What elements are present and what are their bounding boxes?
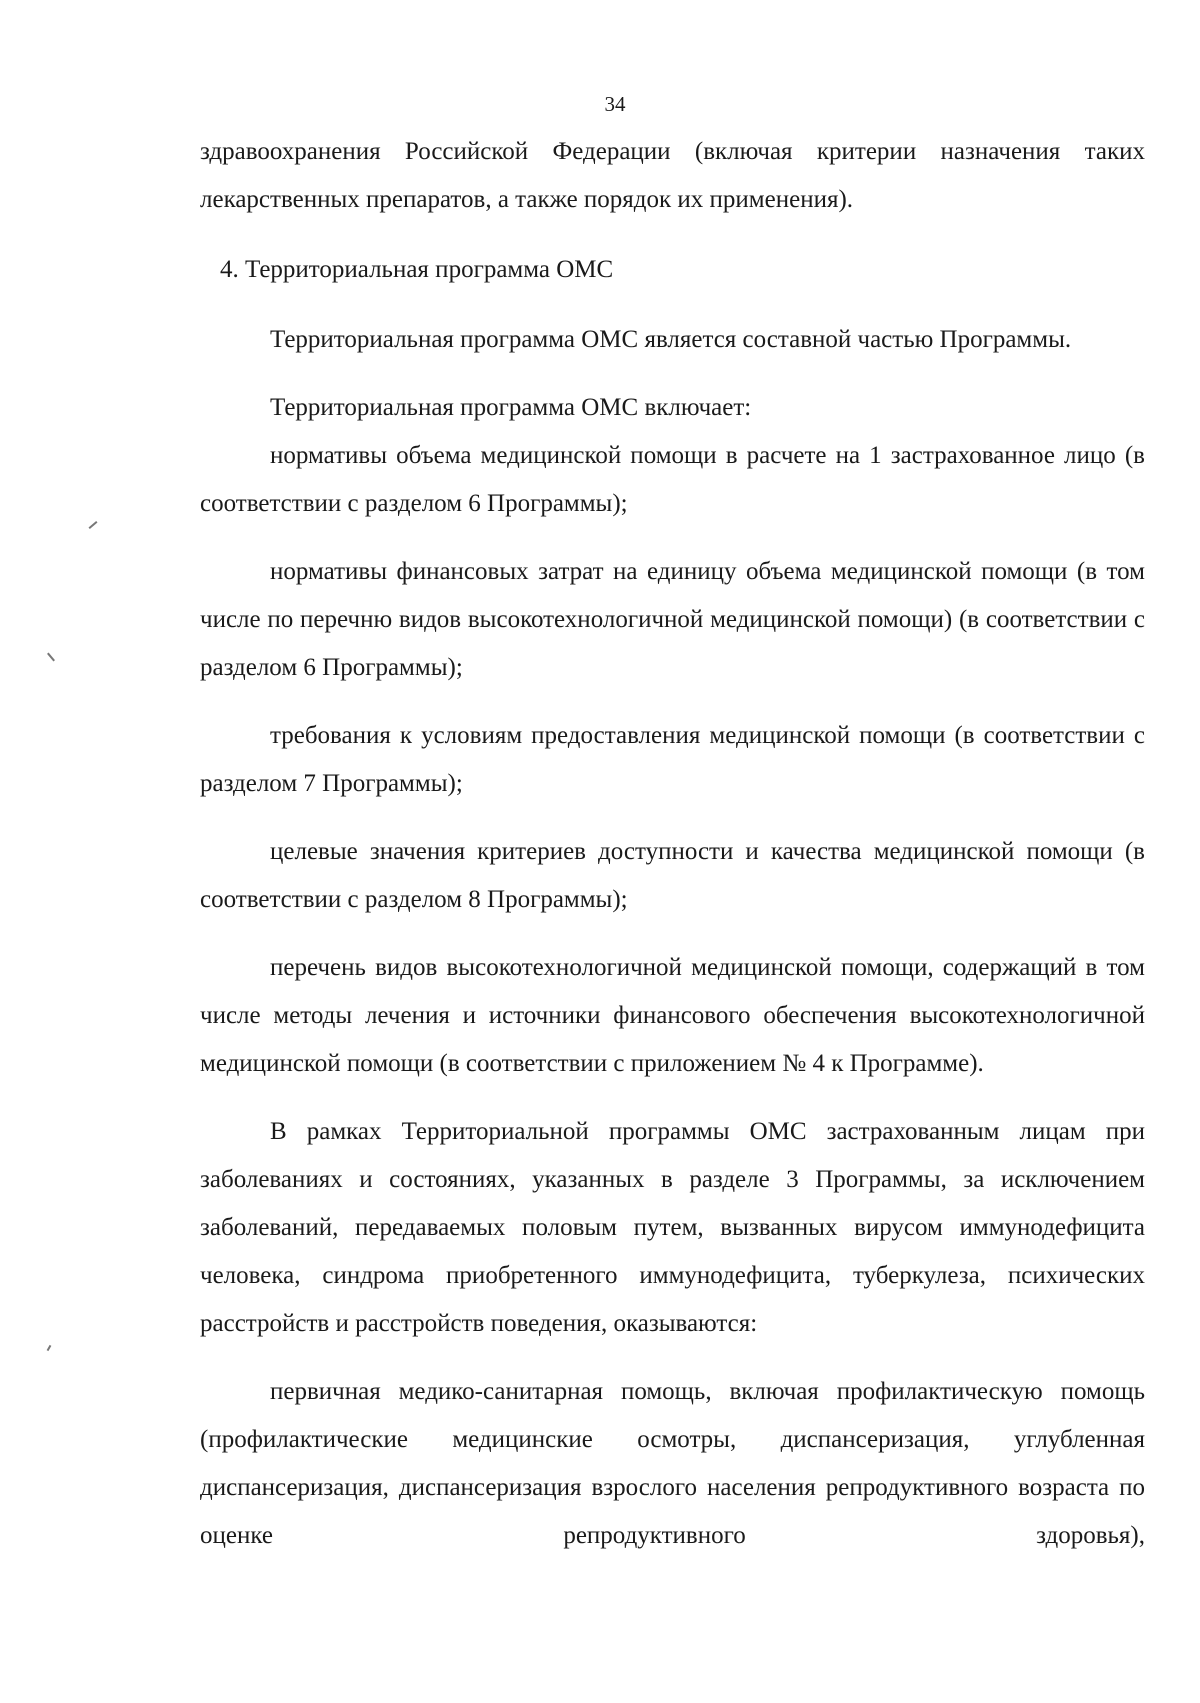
paragraph-target-values: целевые значения критериев доступности и качества медицинской помощи (в соответствии с разделом 8 Программы); [200,838,1145,913]
scan-mark [47,1345,52,1351]
paragraph-insured-persons: В рамках Территориальной программы ОМС застрахованным лицам при заболеваниях и состояниях, указанных в разделе 3 Программы, за исключением заболеваний, передаваемых половым путем, вызванных вирусом иммунодефицита человека, синдрома приобретенного иммунодефицита, туберкулеза, психических расстройств и расстройств поведения, оказываются: [200,1118,1145,1337]
paragraph-high-tech-list: перечень видов высокотехнологичной медицинской помощи, содержащий в том числе методы лечения и источники финансового обеспечения высокотехнологичной медицинской помощи (в соответствии с приложением № 4 к Программе). [200,954,1145,1077]
scan-mark [89,521,98,529]
paragraph-program-includes: Территориальная программа ОМС включает: [270,394,752,421]
document-body [200,128,1145,1560]
continuation-paragraph: здравоохранения Российской Федерации (включая критерии назначения таких лекарственных препаратов, а также порядок их применения). [200,138,1145,213]
paragraph-conditions: требования к условиям предоставления медицинской помощи (в соответствии с разделом 7 Программы); [200,722,1145,797]
page-number: 34 [604,92,626,116]
section-heading: 4. Территориальная программа ОМС [220,256,614,283]
paragraph-primary-care: первичная медико-санитарная помощь, включая профилактическую помощь (профилактические медицинские осмотры, диспансеризация, углубленная диспансеризация, диспансеризация взрослого населения репродуктивного возраста по оценке репродуктивного здоровья), [200,1378,1145,1549]
paragraph-cost-norms: нормативы финансовых затрат на единицу объема медицинской помощи (в том числе по перечню видов высокотехнологичной медицинской помощи) (в соответствии с разделом 6 Программы); [200,558,1145,681]
paragraph-program-part: Территориальная программа ОМС является составной частью Программы. [270,326,1072,353]
scan-mark [47,653,55,662]
paragraph-volume-norms: нормативы объема медицинской помощи в расчете на 1 застрахованное лицо (в соответствии с разделом 6 Программы); [200,442,1145,517]
